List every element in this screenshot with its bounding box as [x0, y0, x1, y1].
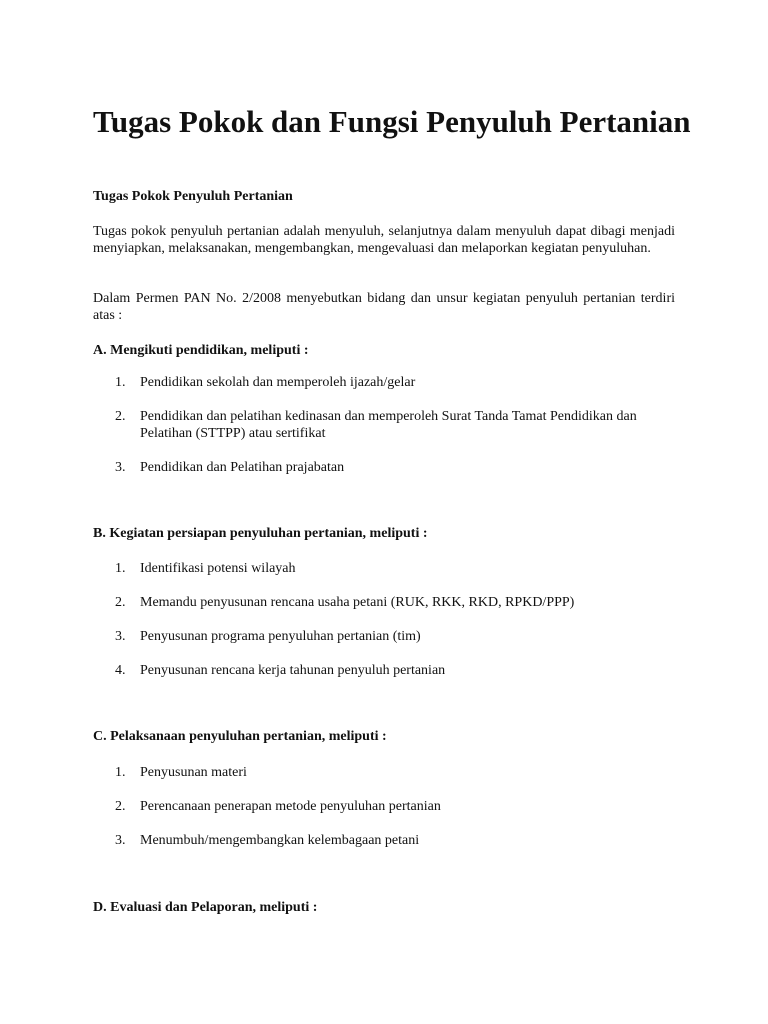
list-text: Menumbuh/mengembangkan kelembagaan petani	[140, 833, 420, 848]
list-text: Pendidikan dan Pelatihan prajabatan	[140, 460, 345, 475]
list-item	[115, 662, 675, 679]
list-text: Pendidikan dan pelatihan kedinasan dan memperoleh Surat Tanda Tamat Pendidikan dan Pelatihan (STTPP) atau sertifikat	[140, 409, 637, 441]
list-text: Pendidikan sekolah dan memperoleh ijazah/gelar	[140, 375, 416, 390]
list-item	[115, 560, 675, 577]
section-subtitle: Tugas Pokok Penyuluh Pertanian	[93, 189, 293, 204]
page-title: Tugas Pokok dan Fungsi Penyuluh Pertanian	[93, 104, 691, 139]
list-number: 3.	[115, 460, 126, 475]
section-heading-a: A. Mengikuti pendidikan, meliputi :	[93, 343, 309, 358]
list-item	[115, 459, 675, 476]
list-number: 1.	[115, 765, 126, 780]
list-number: 1.	[115, 561, 126, 576]
list-text: Penyusunan programa penyuluhan pertanian (tim)	[140, 629, 421, 644]
list-number: 4.	[115, 663, 126, 678]
list-number: 3.	[115, 629, 126, 644]
list-text: Penyusunan materi	[140, 765, 247, 780]
list-item	[115, 628, 675, 645]
list-text: Penyusunan rencana kerja tahunan penyuluh pertanian	[140, 663, 446, 678]
section-heading-c: C. Pelaksanaan penyuluhan pertanian, meliputi :	[93, 729, 387, 744]
section-heading-b: B. Kegiatan persiapan penyuluhan pertanian, meliputi :	[93, 526, 428, 541]
list-number: 1.	[115, 375, 126, 390]
list-number: 2.	[115, 409, 126, 424]
list-number: 2.	[115, 595, 126, 610]
list-item	[115, 374, 675, 391]
paragraph-intro: Tugas pokok penyuluh pertanian adalah menyuluh, selanjutnya dalam menyuluh dapat dibagi menjadi menyiapkan, melaksanakan, mengembangkan, mengevaluasi dan melaporkan kegiatan penyuluhan.	[93, 224, 675, 256]
list-text: Identifikasi potensi wilayah	[140, 561, 296, 576]
list-text: Memandu penyusunan rencana usaha petani (RUK, RKK, RKD, RPKD/PPP)	[140, 595, 575, 610]
list-number: 3.	[115, 833, 126, 848]
list-text: Perencanaan penerapan metode penyuluhan pertanian	[140, 799, 441, 814]
paragraph-permen: Dalam Permen PAN No. 2/2008 menyebutkan bidang dan unsur kegiatan penyuluh pertanian terdiri atas :	[93, 291, 675, 323]
list-item	[115, 832, 675, 849]
list-item	[115, 594, 675, 611]
list-item	[115, 764, 675, 781]
list-item	[115, 798, 675, 815]
list-item	[115, 408, 675, 442]
list-number: 2.	[115, 799, 126, 814]
section-heading-d: D. Evaluasi dan Pelaporan, meliputi :	[93, 900, 318, 915]
